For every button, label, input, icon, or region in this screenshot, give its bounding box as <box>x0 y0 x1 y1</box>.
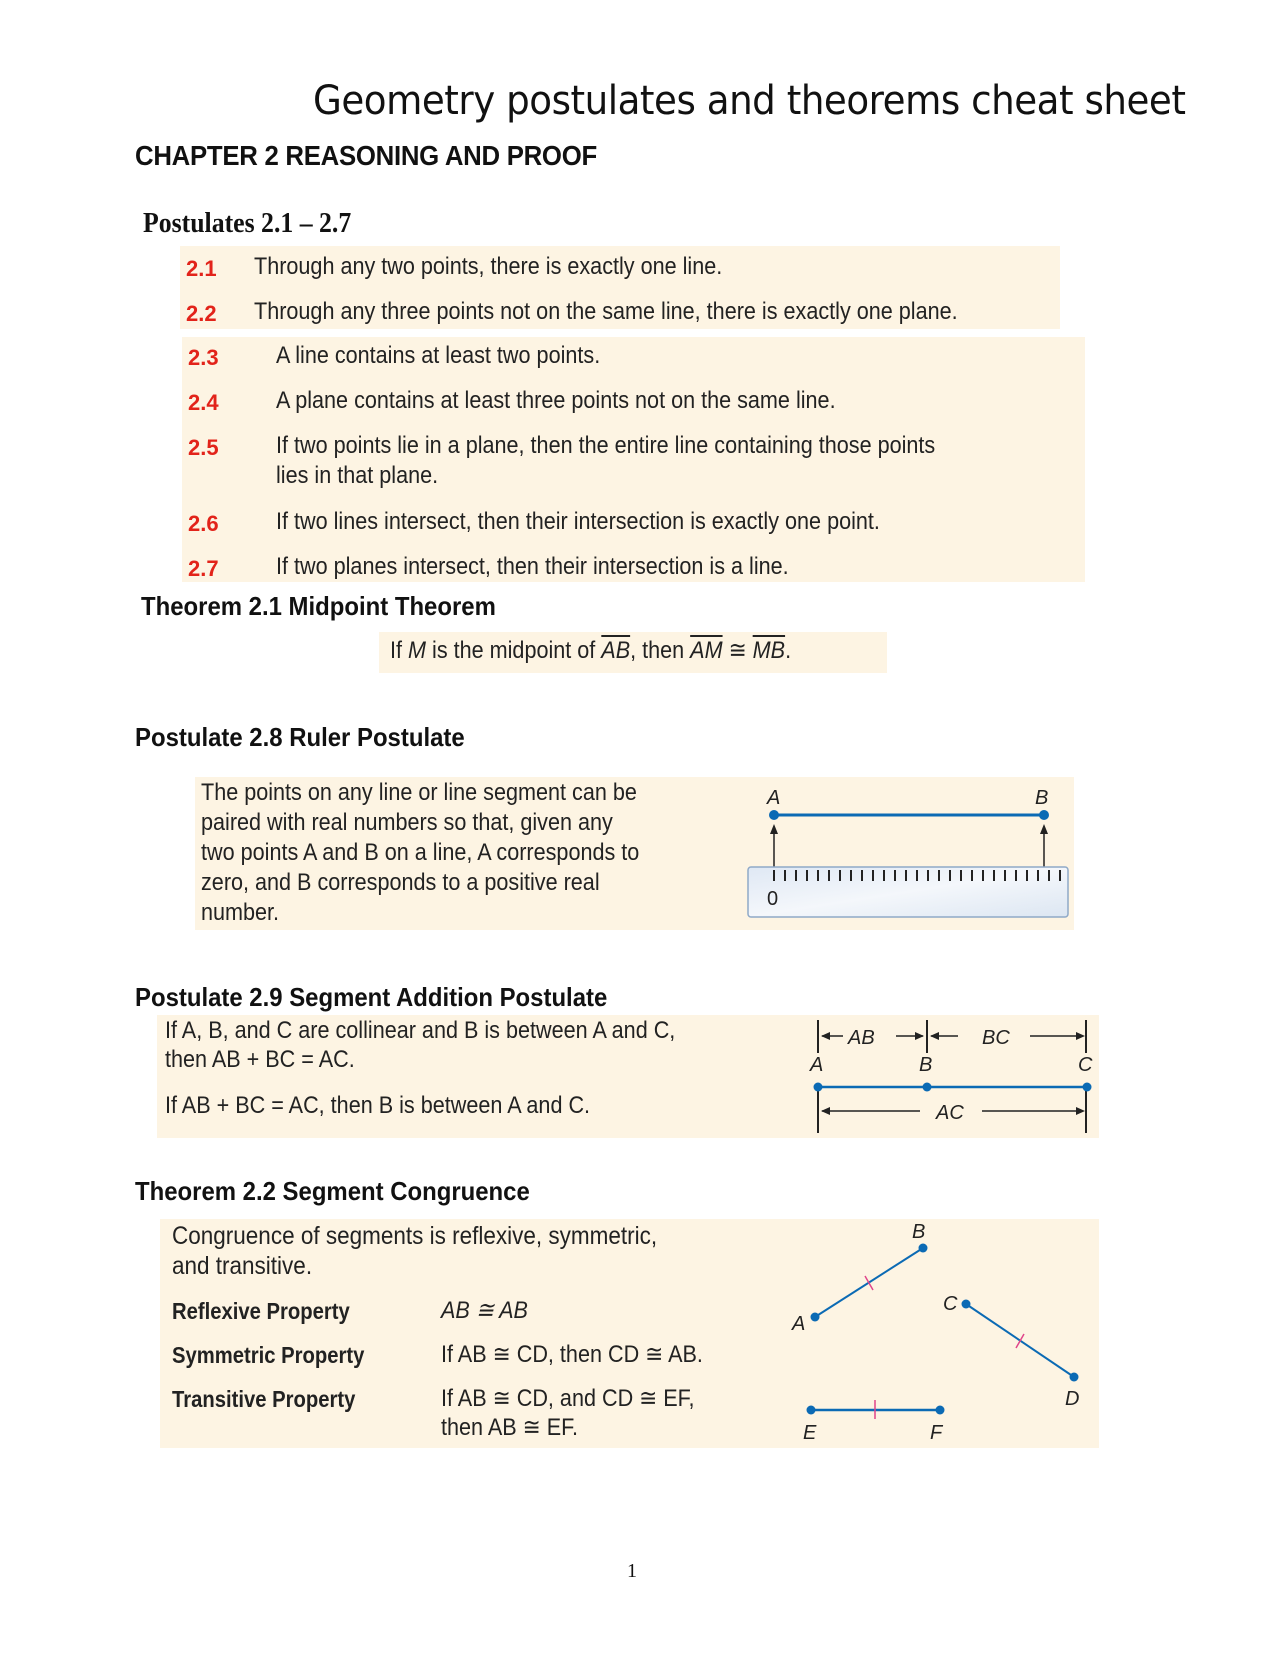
text: is the midpoint of <box>426 637 602 664</box>
label-b: B <box>919 1054 933 1076</box>
segment-addition-line-1: If A, B, and C are collinear and B is between A and C, <box>165 1017 676 1044</box>
postulate-number: 2.2 <box>186 301 217 326</box>
point-b <box>919 1244 928 1253</box>
point-b <box>1039 810 1049 820</box>
congruence-intro-2: and transitive. <box>172 1252 313 1280</box>
property-statement-cont: then AB ≅ EF. <box>441 1414 578 1441</box>
postulate-number: 2.3 <box>188 345 219 370</box>
postulate-text-cont: lies in that plane. <box>276 462 439 489</box>
segment-mb: $\overline{MB}$ <box>752 637 786 664</box>
point-a <box>769 810 779 820</box>
congruence-tick-icon <box>865 1276 873 1290</box>
point-c <box>1083 1083 1092 1092</box>
label-a: A <box>810 1054 824 1076</box>
segment-ab: $\overline{AB}$ <box>601 637 631 664</box>
point-d <box>1070 1373 1079 1382</box>
label-f: F <box>930 1422 943 1444</box>
property-name: Reflexive Property <box>172 1298 350 1324</box>
postulate-number: 2.4 <box>188 390 219 415</box>
property-name: Symmetric Property <box>172 1342 365 1368</box>
label-a: A <box>767 787 781 809</box>
label-bc: BC <box>982 1027 1010 1049</box>
congruence-tick-icon <box>1016 1334 1024 1348</box>
property-statement: If AB ≅ CD, and CD ≅ EF, <box>441 1385 695 1412</box>
segment-am: $\overline{AM}$ <box>690 637 723 664</box>
point-a <box>814 1083 823 1092</box>
property-statement: If AB ≅ CD, then CD ≅ AB. <box>441 1341 703 1368</box>
postulate-2-8-heading: Postulate 2.8 Ruler Postulate <box>135 722 465 752</box>
point-c <box>962 1300 971 1309</box>
postulate-text: Through any two points, there is exactly one line. <box>254 253 723 280</box>
postulate-text: A plane contains at least three points not on the same line. <box>276 387 836 414</box>
label-c: C <box>943 1293 958 1315</box>
postulate-text: Through any three points not on the same line, there is exactly one plane. <box>254 298 958 325</box>
postulate-text: If two planes intersect, then their intersection is a line. <box>276 553 789 580</box>
label-ac: AC <box>936 1102 964 1124</box>
theorem-2-1-heading: Theorem 2.1 Midpoint Theorem <box>141 591 496 621</box>
text: , then <box>630 637 691 664</box>
chapter-heading: CHAPTER 2 REASONING AND PROOF <box>135 140 597 171</box>
postulate-number: 2.1 <box>186 256 217 281</box>
postulate-text: If two lines intersect, then their intersection is exactly one point. <box>276 508 880 535</box>
text: . <box>785 637 792 664</box>
point-a <box>811 1313 820 1322</box>
text-line: two points A and B on a line, A corresponds to <box>201 839 640 866</box>
label-e: E <box>803 1422 817 1444</box>
postulates-heading: Postulates 2.1 – 2.7 <box>143 208 352 239</box>
property-name: Transitive Property <box>172 1386 356 1412</box>
point-e <box>807 1406 816 1415</box>
congruent-symbol: ≅ <box>722 637 753 664</box>
midpoint-statement <box>390 636 791 666</box>
segment-addition-line-2: then AB + BC = AC. <box>165 1046 355 1073</box>
postulate-2-9-heading: Postulate 2.9 Segment Addition Postulate <box>135 982 608 1012</box>
label-b: B <box>912 1221 926 1243</box>
segment-addition-figure <box>800 1015 1100 1135</box>
postulate-number: 2.6 <box>188 511 219 536</box>
label-a: A <box>792 1313 806 1335</box>
segment-congruence-figure <box>780 1220 1100 1448</box>
point-b <box>923 1083 932 1092</box>
label-d: D <box>1065 1388 1080 1410</box>
property-statement: AB ≅ AB <box>441 1297 528 1324</box>
page-number: 1 <box>627 1560 637 1582</box>
document-title: Geometry postulates and theorems cheat sheet <box>313 78 1186 124</box>
ruler-zero-label: 0 <box>767 888 779 910</box>
point-m: M <box>408 637 427 664</box>
label-c: C <box>1078 1054 1093 1076</box>
segment-addition-line-3: If AB + BC = AC, then B is between A and C. <box>165 1092 591 1119</box>
postulate-number: 2.5 <box>188 435 219 460</box>
ruler-figure <box>745 780 1075 928</box>
postulate-text: A line contains at least two points. <box>276 342 601 369</box>
theorem-2-2-heading: Theorem 2.2 Segment Congruence <box>135 1176 530 1206</box>
ruler-postulate-text <box>201 778 639 928</box>
label-ab: AB <box>848 1027 875 1049</box>
text-line: The points on any line or line segment can be <box>201 779 637 806</box>
point-f <box>936 1406 945 1415</box>
text-line: number. <box>201 899 280 926</box>
postulate-number: 2.7 <box>188 556 219 581</box>
congruence-intro-1: Congruence of segments is reflexive, symmetric, <box>172 1222 658 1250</box>
text: If <box>390 637 409 664</box>
text-line: zero, and B corresponds to a positive real <box>201 869 600 896</box>
postulate-text: If two points lie in a plane, then the entire line containing those points <box>276 432 936 459</box>
label-b: B <box>1035 787 1049 809</box>
text-line: paired with real numbers so that, given any <box>201 809 613 836</box>
